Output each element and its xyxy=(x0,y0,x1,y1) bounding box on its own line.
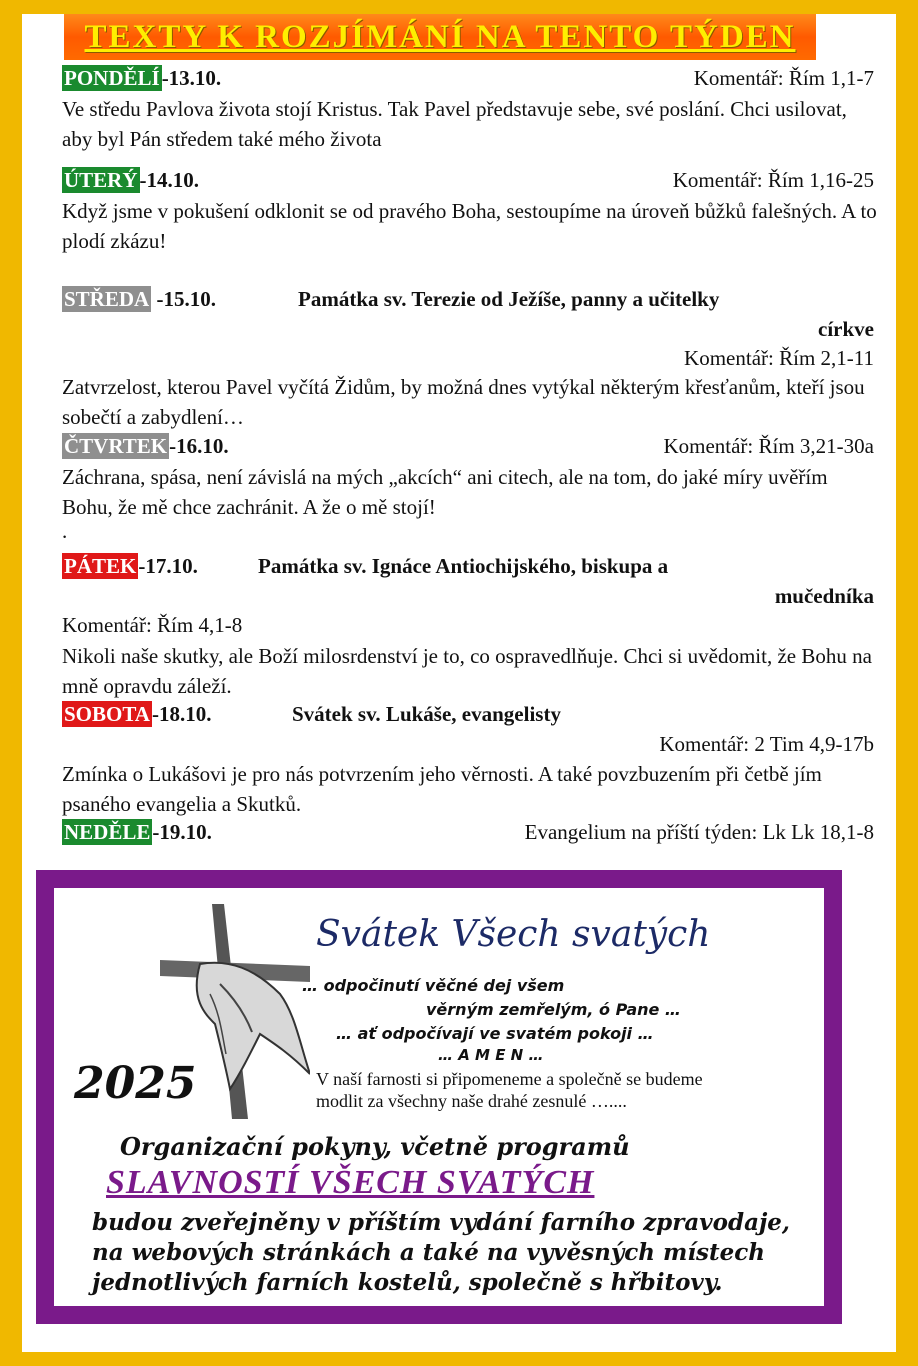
day-label-friday: PÁTEK xyxy=(64,554,137,578)
prayer-line: věrným zemřelým, ó Pane … xyxy=(426,1000,681,1019)
publication-note: budou zveřejněny v příštím vydání farního zpravodaje, na webových stránkách a také na vyvěsných místech jednotlivých farních kostelů, společně s hřbitovy. xyxy=(92,1209,790,1296)
prayer-line: … ať odpočívají ve svatém pokoji … xyxy=(336,1024,654,1043)
all-saints-announcement xyxy=(36,870,842,1324)
commentary-reference: Komentář: 2 Tim 4,9-17b xyxy=(659,732,874,756)
day-text-monday: Ve středu Pavlova života stojí Kristus. Tak Pavel představuje sebe, své poslání. Chci usilovat, aby byl Pán středem také mého života xyxy=(62,97,847,151)
prayer-line: … odpočinutí věčné dej všem xyxy=(302,976,565,995)
commentary-reference: Komentář: Řím 3,21-30a xyxy=(663,434,874,458)
day-row-tuesday xyxy=(62,166,874,194)
day-label-monday: PONDĚLÍ xyxy=(64,66,160,90)
day-date: -18.10. xyxy=(151,702,212,726)
announcement-inner xyxy=(54,888,824,1306)
commentary-reference: Komentář: Řím 4,1-8 xyxy=(62,613,243,637)
page-header xyxy=(64,14,816,60)
day-date: -13.10. xyxy=(161,66,222,90)
solemnity-title: SLAVNOSTÍ VŠECH SVATÝCH xyxy=(106,1164,595,1201)
day-label-thursday: ČTVRTEK xyxy=(64,434,168,458)
organization-note: Organizační pokyny, včetně programů xyxy=(120,1132,630,1161)
day-row-saturday xyxy=(62,700,874,728)
feast-title: Památka sv. Ignáce Antiochijského, biskupa a xyxy=(258,554,669,578)
day-date: -17.10. xyxy=(138,554,198,578)
day-date: -14.10. xyxy=(139,168,200,192)
stray-dot: . xyxy=(62,519,68,543)
day-text-saturday: Zmínka o Lukášovi je pro nás potvrzením jeho věrnosti. A také povzbuzením při četbě jím psaného evangelia a Skutků. xyxy=(62,762,822,816)
day-text-tuesday: Když jsme v pokušení odklonit se od pravého Boha, sestoupíme na úroveň bůžků falešných. A to plodí zkázu! xyxy=(62,199,877,253)
day-text-wednesday: Zatvrzelost, kterou Pavel vyčítá Židům, by možná dnes vytýkal některým křesťanům, kteří jsou sobečtí a zabydlení… xyxy=(62,375,865,429)
day-text-thursday: Záchrana, spása, není závislá na mých „akcích“ ani citech, ale na tom, do jaké míry uvěřím Bohu, že mě chce zachránit. A že o mě stojí! xyxy=(62,465,828,519)
commentary-reference: Komentář: Řím 1,1-7 xyxy=(693,66,874,90)
year-label: 2025 xyxy=(74,1058,197,1109)
day-label-sunday: NEDĚLE xyxy=(64,820,151,844)
day-date: -15.10. xyxy=(151,287,216,311)
feast-title: Svátek sv. Lukáše, evangelisty xyxy=(292,702,561,726)
feast-title-line2: mučedníka xyxy=(774,584,874,608)
day-text-friday: Nikoli naše skutky, ale Boží milosrdenství je to, co ospravedlňuje. Chci si uvědomit, že Bohu na mně opravdu záleží. xyxy=(62,644,872,698)
parish-note: V naší farnosti si připomeneme a společně se budeme modlit za všechny naše drahé zesnulé ….... xyxy=(316,1069,703,1111)
commentary-reference: Komentář: Řím 2,1-11 xyxy=(684,346,874,370)
day-date: -19.10. xyxy=(152,820,212,844)
feast-title-line2: církve xyxy=(818,317,874,341)
day-label-wednesday: STŘEDA xyxy=(64,287,150,311)
day-label-saturday: SOBOTA xyxy=(64,702,150,726)
day-row-friday xyxy=(62,552,874,580)
day-row-sunday xyxy=(62,818,874,846)
feast-title: Památka sv. Terezie od Ježíše, panny a učitelky xyxy=(298,287,720,311)
day-date: -16.10. xyxy=(169,434,229,458)
day-label-tuesday: ÚTERÝ xyxy=(64,168,138,192)
day-row-monday xyxy=(62,64,874,92)
header-title: TEXTY K ROZJÍMÁNÍ NA TENTO TÝDEN xyxy=(84,18,796,55)
day-row-wednesday xyxy=(62,285,874,313)
day-row-thursday xyxy=(62,432,874,460)
gospel-reference: Evangelium na příští týden: Lk Lk 18,1-8 xyxy=(524,820,874,844)
commentary-reference: Komentář: Řím 1,16-25 xyxy=(672,168,874,192)
prayer-line: … A M E N … xyxy=(438,1046,544,1064)
feast-heading: Svátek Všech svatých xyxy=(316,914,711,955)
